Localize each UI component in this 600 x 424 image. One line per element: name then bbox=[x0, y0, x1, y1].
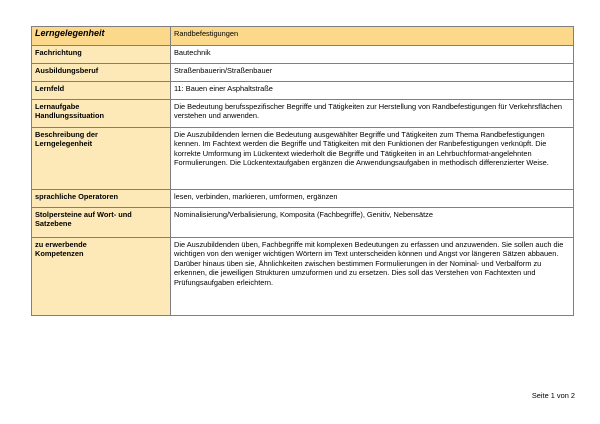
table-row bbox=[32, 208, 574, 238]
row-label: Lernaufgabe Handlungssituation bbox=[32, 100, 171, 128]
header-value: Randbefestigungen bbox=[171, 27, 574, 46]
header-row bbox=[32, 27, 574, 46]
row-value: Die Bedeutung berufsspezifischer Begriffe und Tätigkeiten zur Herstellung von Randbefestigungen für Verkehrsflächen verstehen und anwenden. bbox=[171, 100, 574, 128]
row-value: Die Auszubildenden üben, Fachbegriffe mit komplexen Bedeutungen zu erfassen und anzuwenden. Sie sollen auch die wichtigen von den weniger wichtigen Wörtern im Text unterscheiden können und Angst vor längeren Sätzen abbauen. Darüber hinaus üben sie, Ähnlichkeiten zwischen bestimmen Formulierungen in der Nominal- und Verbalform zu erkennen, die jeweiligen Strukturen umzuformen und zu ersetzen. Dies soll das Verstehen von Fachtexten und Prüfungsaufgaben erleichtern. bbox=[171, 238, 574, 316]
table-row bbox=[32, 64, 574, 82]
table-row bbox=[32, 100, 574, 128]
header-label: Lerngelegenheit bbox=[32, 27, 171, 46]
row-value: lesen, verbinden, markieren, umformen, ergänzen bbox=[171, 190, 574, 208]
table-row bbox=[32, 46, 574, 64]
row-label: Fachrichtung bbox=[32, 46, 171, 64]
row-label: sprachliche Operatoren bbox=[32, 190, 171, 208]
row-value: 11: Bauen einer Asphaltstraße bbox=[171, 82, 574, 100]
row-label: zu erwerbende Kompetenzen bbox=[32, 238, 171, 316]
page-number: Seite 1 von 2 bbox=[531, 391, 575, 400]
row-label: Lernfeld bbox=[32, 82, 171, 100]
row-label: Stolpersteine auf Wort- und Satzebene bbox=[32, 208, 171, 238]
row-label: Beschreibung der Lerngelegenheit bbox=[32, 128, 171, 190]
row-value: Straßenbauerin/Straßenbauer bbox=[171, 64, 574, 82]
info-table bbox=[31, 26, 574, 316]
table-row bbox=[32, 82, 574, 100]
table-row bbox=[32, 128, 574, 190]
row-value: Bautechnik bbox=[171, 46, 574, 64]
table-row bbox=[32, 238, 574, 316]
row-value: Die Auszubildenden lernen die Bedeutung ausgewählter Begriffe und Tätigkeiten zum Thema Randbefestigungen kennen. Im Fachtext werden die Begriffe und Tätigkeiten mit den Funktionen der Ranbefestigungen verknüpft. Die korrekte Umformung im Lückentext wiederholt die Begriffe und Tätigkeiten in an Lehrbuchformat-angelehnten Formulierungen. Die Lückentextaufgaben ergänzen die Anwendungsaufgaben in methodisch differenzierter Weise. bbox=[171, 128, 574, 190]
row-value: Nominalisierung/Verbalisierung, Komposita (Fachbegriffe), Genitiv, Nebensätze bbox=[171, 208, 574, 238]
row-label: Ausbildungsberuf bbox=[32, 64, 171, 82]
table-row bbox=[32, 190, 574, 208]
